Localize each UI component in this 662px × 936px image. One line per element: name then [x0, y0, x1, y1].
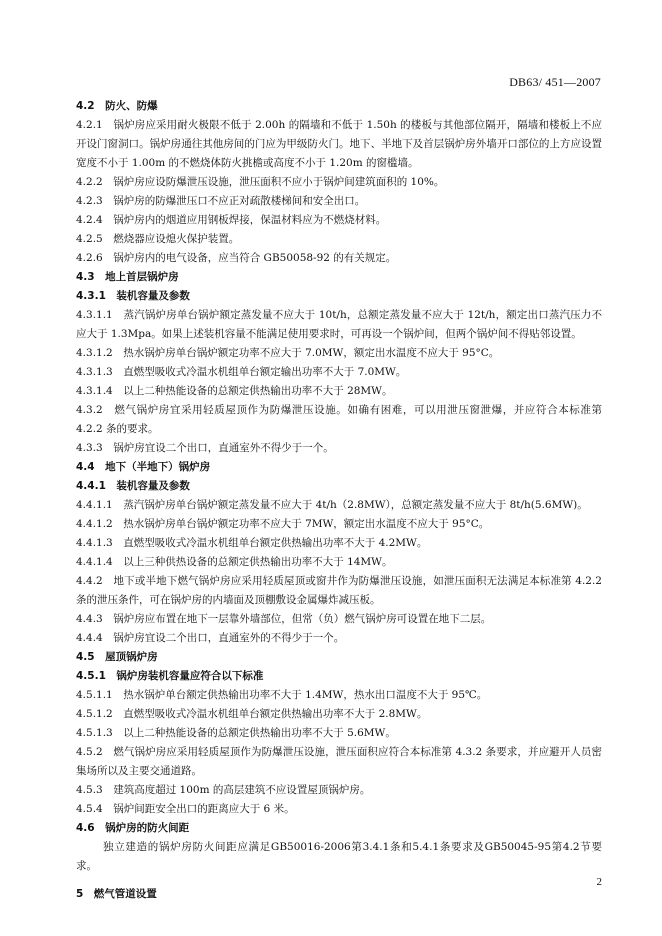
paragraph: 4.3.3 锅炉房宜设二个出口，直通室外不得少于一个。 — [76, 442, 334, 454]
section-heading: 4.3.1 装机容量及参数 — [76, 290, 190, 302]
paragraph: 4.5.1.2 直燃型吸收式冷温水机组单台额定供热输出功率不大于 2.8MW。 — [76, 708, 428, 720]
paragraph: 4.4.1.4 以上三种供热设备的总额定供热输出功率不大于 14MW。 — [76, 556, 393, 568]
section-heading: 4.5.1 锅炉房装机容量应符合以下标准 — [76, 670, 264, 682]
section-heading: 4.2 防火、防爆 — [76, 100, 158, 112]
paragraph: 独立建造的锅炉房防火间距应满足GB50016-2006第3.4.1条和5.4.1条要求及GB50045-95第4.2节要求。 — [76, 841, 602, 872]
document-code: DB63/ 451—2007 — [509, 75, 601, 89]
section-heading: 5 燃气管道设置 — [76, 888, 157, 900]
paragraph: 4.5.1.3 以上二种热能设备的总额定供热输出功率不大于 5.6MW。 — [76, 727, 396, 739]
paragraph: 4.5.3 建筑高度超过 100m 的高层建筑不应设置屋顶锅炉房。 — [76, 784, 371, 796]
paragraph: 4.3.2 燃气锅炉房宜采用轻质屋顶作为防爆泄压设施。如确有困难，可以用泄压窗泄爆，并应符合本标准第 4.2.2 条的要求。 — [76, 404, 602, 435]
paragraph: 4.4.3 锅炉房应布置在地下一层靠外墙部位，但常（负）燃气锅炉房可设置在地下二层。 — [76, 613, 492, 625]
paragraph: 4.2.3 锅炉房的防爆泄压口不应正对疏散楼梯间和安全出口。 — [76, 195, 366, 207]
section-heading: 4.3 地上首层锅炉房 — [76, 271, 179, 283]
section-heading: 4.5 屋顶锅炉房 — [76, 651, 158, 663]
paragraph: 4.2.5 燃烧器应设熄火保护装置。 — [76, 233, 240, 245]
paragraph: 4.5.1.1 热水锅炉单台额定供热输出功率不大于 1.4MW，热水出口温度不大于 95℃。 — [76, 689, 488, 701]
paragraph: 4.4.1.2 热水锅炉房单台锅炉额定功率不应大于 7MW，额定出水温度不应大于 95°C。 — [76, 518, 490, 530]
paragraph: 4.2.1 锅炉房应采用耐火极限不低于 2.00h 的隔墙和不低于 1.50h 的楼板与其他部位隔开，隔墙和楼板上不应开设门窗洞口。锅炉房通往其他房间的门应为甲级防火门。地下、半地下及首层锅炉房外墙开口部位的上方应设置宽度不小于 1.00m 的不燃烧体防火挑檐或高度不小于 1.20m 的窗槛墙。 — [76, 119, 602, 169]
document-body — [76, 97, 602, 904]
section-heading: 4.4.1 装机容量及参数 — [76, 480, 190, 492]
paragraph: 4.4.1.1 蒸汽锅炉房单台锅炉额定蒸发量不应大于 4t/h（2.8MW），总额定蒸发量不应大于 8t/h(5.6MW)。 — [76, 499, 588, 511]
paragraph: 4.5.4 锅炉间距安全出口的距离应大于 6 米。 — [76, 803, 295, 815]
paragraph: 4.3.1.1 蒸汽锅炉房单台锅炉额定蒸发量不应大于 10t/h，总额定蒸发量不应大于 12t/h，额定出口蒸汽压力不应大于 1.3Mpa。如果上述装机容量不能满足使用要求时，可再设一个锅炉间，但两个锅炉间不得贴邻设置。 — [76, 309, 602, 340]
paragraph: 4.5.2 燃气锅炉房应采用轻质屋顶作为防爆泄压设施，泄压面积应符合本标准第 4.3.2 条要求，并应避开人员密集场所以及主要交通道路。 — [76, 746, 602, 777]
paragraph: 4.2.4 锅炉房内的烟道应用钢板焊接，保温材料应为不燃烧材料。 — [76, 214, 387, 226]
section-heading: 4.4 地下（半地下）锅炉房 — [76, 461, 211, 473]
paragraph: 4.4.4 锅炉房宜设二个出口，直通室外的不得少于一个。 — [76, 632, 345, 644]
paragraph: 4.2.6 锅炉房内的电气设备，应当符合 GB50058-92 的有关规定。 — [76, 252, 397, 264]
paragraph: 4.3.1.3 直燃型吸收式冷温水机组单台额定输出功率不大于 7.0MW。 — [76, 366, 407, 378]
paragraph: 4.3.1.4 以上二种热能设备的总额定供热输出功率不大于 28MW。 — [76, 385, 393, 397]
paragraph: 4.2.2 锅炉房应设防爆泄压设施，泄压面积不应小于锅炉间建筑面积的 10%。 — [76, 176, 445, 188]
paragraph: 4.4.1.3 直燃型吸收式冷温水机组单台额定供热输出功率不大于 4.2MW。 — [76, 537, 428, 549]
section-heading: 4.6 锅炉房的防火间距 — [76, 822, 190, 834]
page-number: 2 — [596, 876, 602, 888]
paragraph: 4.4.2 地下或半地下燃气锅炉房应采用轻质屋顶或窗井作为防爆泄压设施，如泄压面积无法满足本标准第 4.2.2 条的泄压条件，可在锅炉房的内墙面及顶棚敷设金属爆炸减压板。 — [76, 575, 602, 606]
paragraph: 4.3.1.2 热水锅炉房单台锅炉额定功率不应大于 7.0MW，额定出水温度不应大于 95°C。 — [76, 347, 500, 359]
